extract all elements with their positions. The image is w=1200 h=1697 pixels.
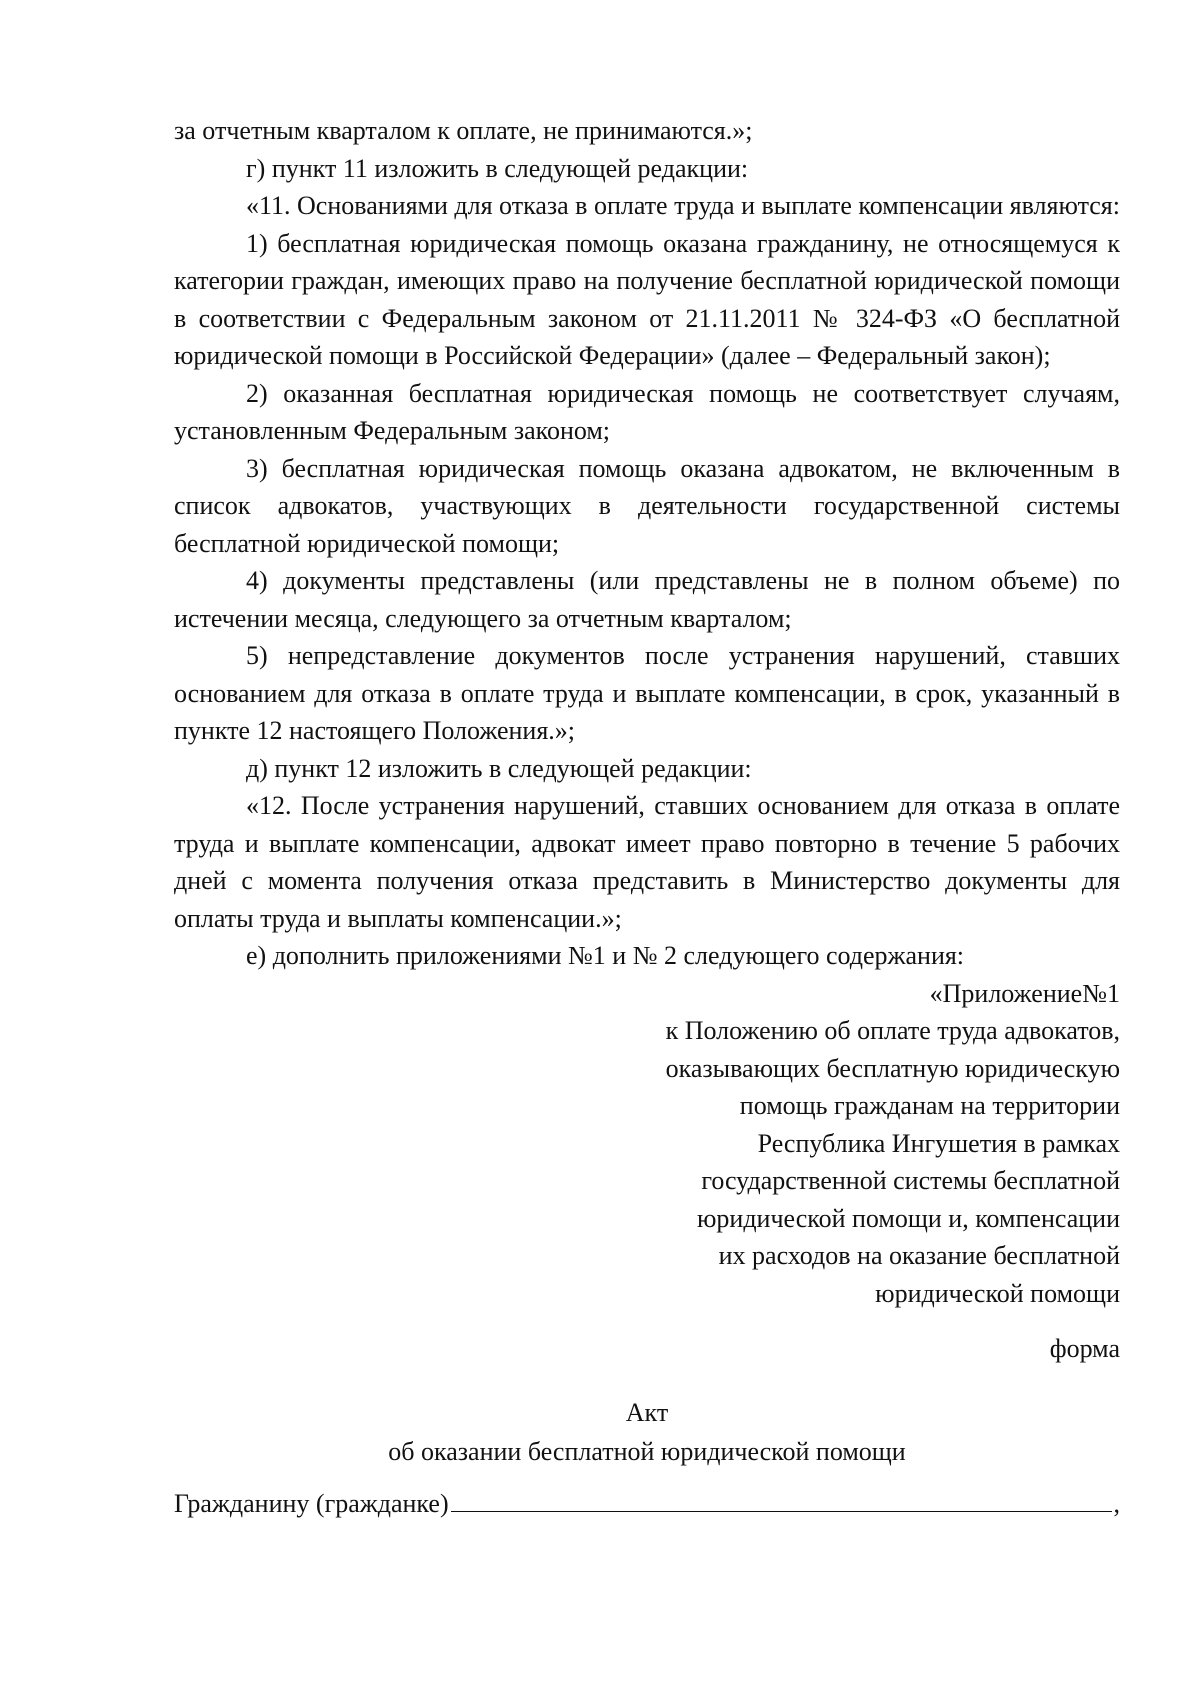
citizen-label: Гражданину (гражданке)	[174, 1488, 449, 1518]
body-paragraph: д) пункт 12 изложить в следующей редакции:	[246, 753, 752, 783]
body-paragraph: г) пункт 11 изложить в следующей редакции:	[246, 153, 749, 183]
act-subtitle: об оказании бесплатной юридической помощи	[388, 1437, 906, 1466]
body-paragraph: 1) бесплатная юридическая помощь оказана гражданину, не относящемуся к категории граждан, имеющих право на получение бесплатной юридической помощи в соответствии с Федеральным законом от 21.11.2011 № 324-ФЗ «О бесплатной юридической помощи в Российской Федерации» (далее – Федеральный закон);	[174, 228, 1120, 370]
appendix-line: «Приложение№1	[929, 978, 1120, 1008]
body-paragraph: 5) непредставление документов после устранения нарушений, ставших основанием для отказа в оплате труда и выплате компенсации, в срок, указанный в пункте 12 настоящего Положения.»;	[174, 641, 1120, 745]
body-paragraph: 4) документы представлены (или представлены не в полном объеме) по истечении месяца, следующего за отчетным кварталом;	[174, 566, 1120, 633]
appendix-line: Республика Ингушетия в рамках	[757, 1128, 1120, 1158]
body-paragraph: за отчетным кварталом к оплате, не принимаются.»;	[174, 116, 753, 145]
citizen-blank-line	[451, 1485, 1112, 1512]
appendix-line: помощь гражданам на территории	[739, 1091, 1120, 1120]
body-paragraph: е) дополнить приложениями №1 и № 2 следующего содержания:	[246, 941, 965, 970]
body-paragraph: 3) бесплатная юридическая помощь оказана адвокатом, не включенным в список адвокатов, участвующих в деятельности государственной системы бесплатной юридической помощи;	[174, 453, 1120, 558]
body-paragraph: 2) оказанная бесплатная юридическая помощь не соответствует случаям, установленным Федеральным законом;	[174, 378, 1120, 445]
citizen-line	[174, 1485, 1120, 1523]
body-paragraph: «12. После устранения нарушений, ставших основанием для отказа в оплате труда и выплате компенсации, адвокат имеет право повторно в течение 5 рабочих дней с момента получения отказа представить в Министерство документы для оплаты труда и выплаты компенсации.»;	[174, 791, 1120, 933]
form-label: форма	[1049, 1334, 1120, 1363]
body-paragraph: «11. Основаниями для отказа в оплате труда и выплате компенсации являются:	[246, 191, 1120, 220]
appendix-line: государственной системы бесплатной	[701, 1166, 1120, 1195]
act-title: Акт	[625, 1397, 669, 1427]
appendix-line: к Положению об оплате труда адвокатов,	[665, 1016, 1120, 1045]
body-paragraphs	[174, 112, 1120, 975]
appendix-line: их расходов на оказание бесплатной	[718, 1241, 1120, 1270]
appendix-line: юридической помощи	[875, 1278, 1120, 1308]
appendix-header	[174, 975, 1120, 1313]
citizen-trailing-comma: ,	[1113, 1488, 1120, 1518]
appendix-line: юридической помощи и, компенсации	[696, 1203, 1120, 1233]
appendix-line: оказывающих бесплатную юридическую	[665, 1053, 1120, 1083]
document-page	[174, 112, 1120, 1522]
